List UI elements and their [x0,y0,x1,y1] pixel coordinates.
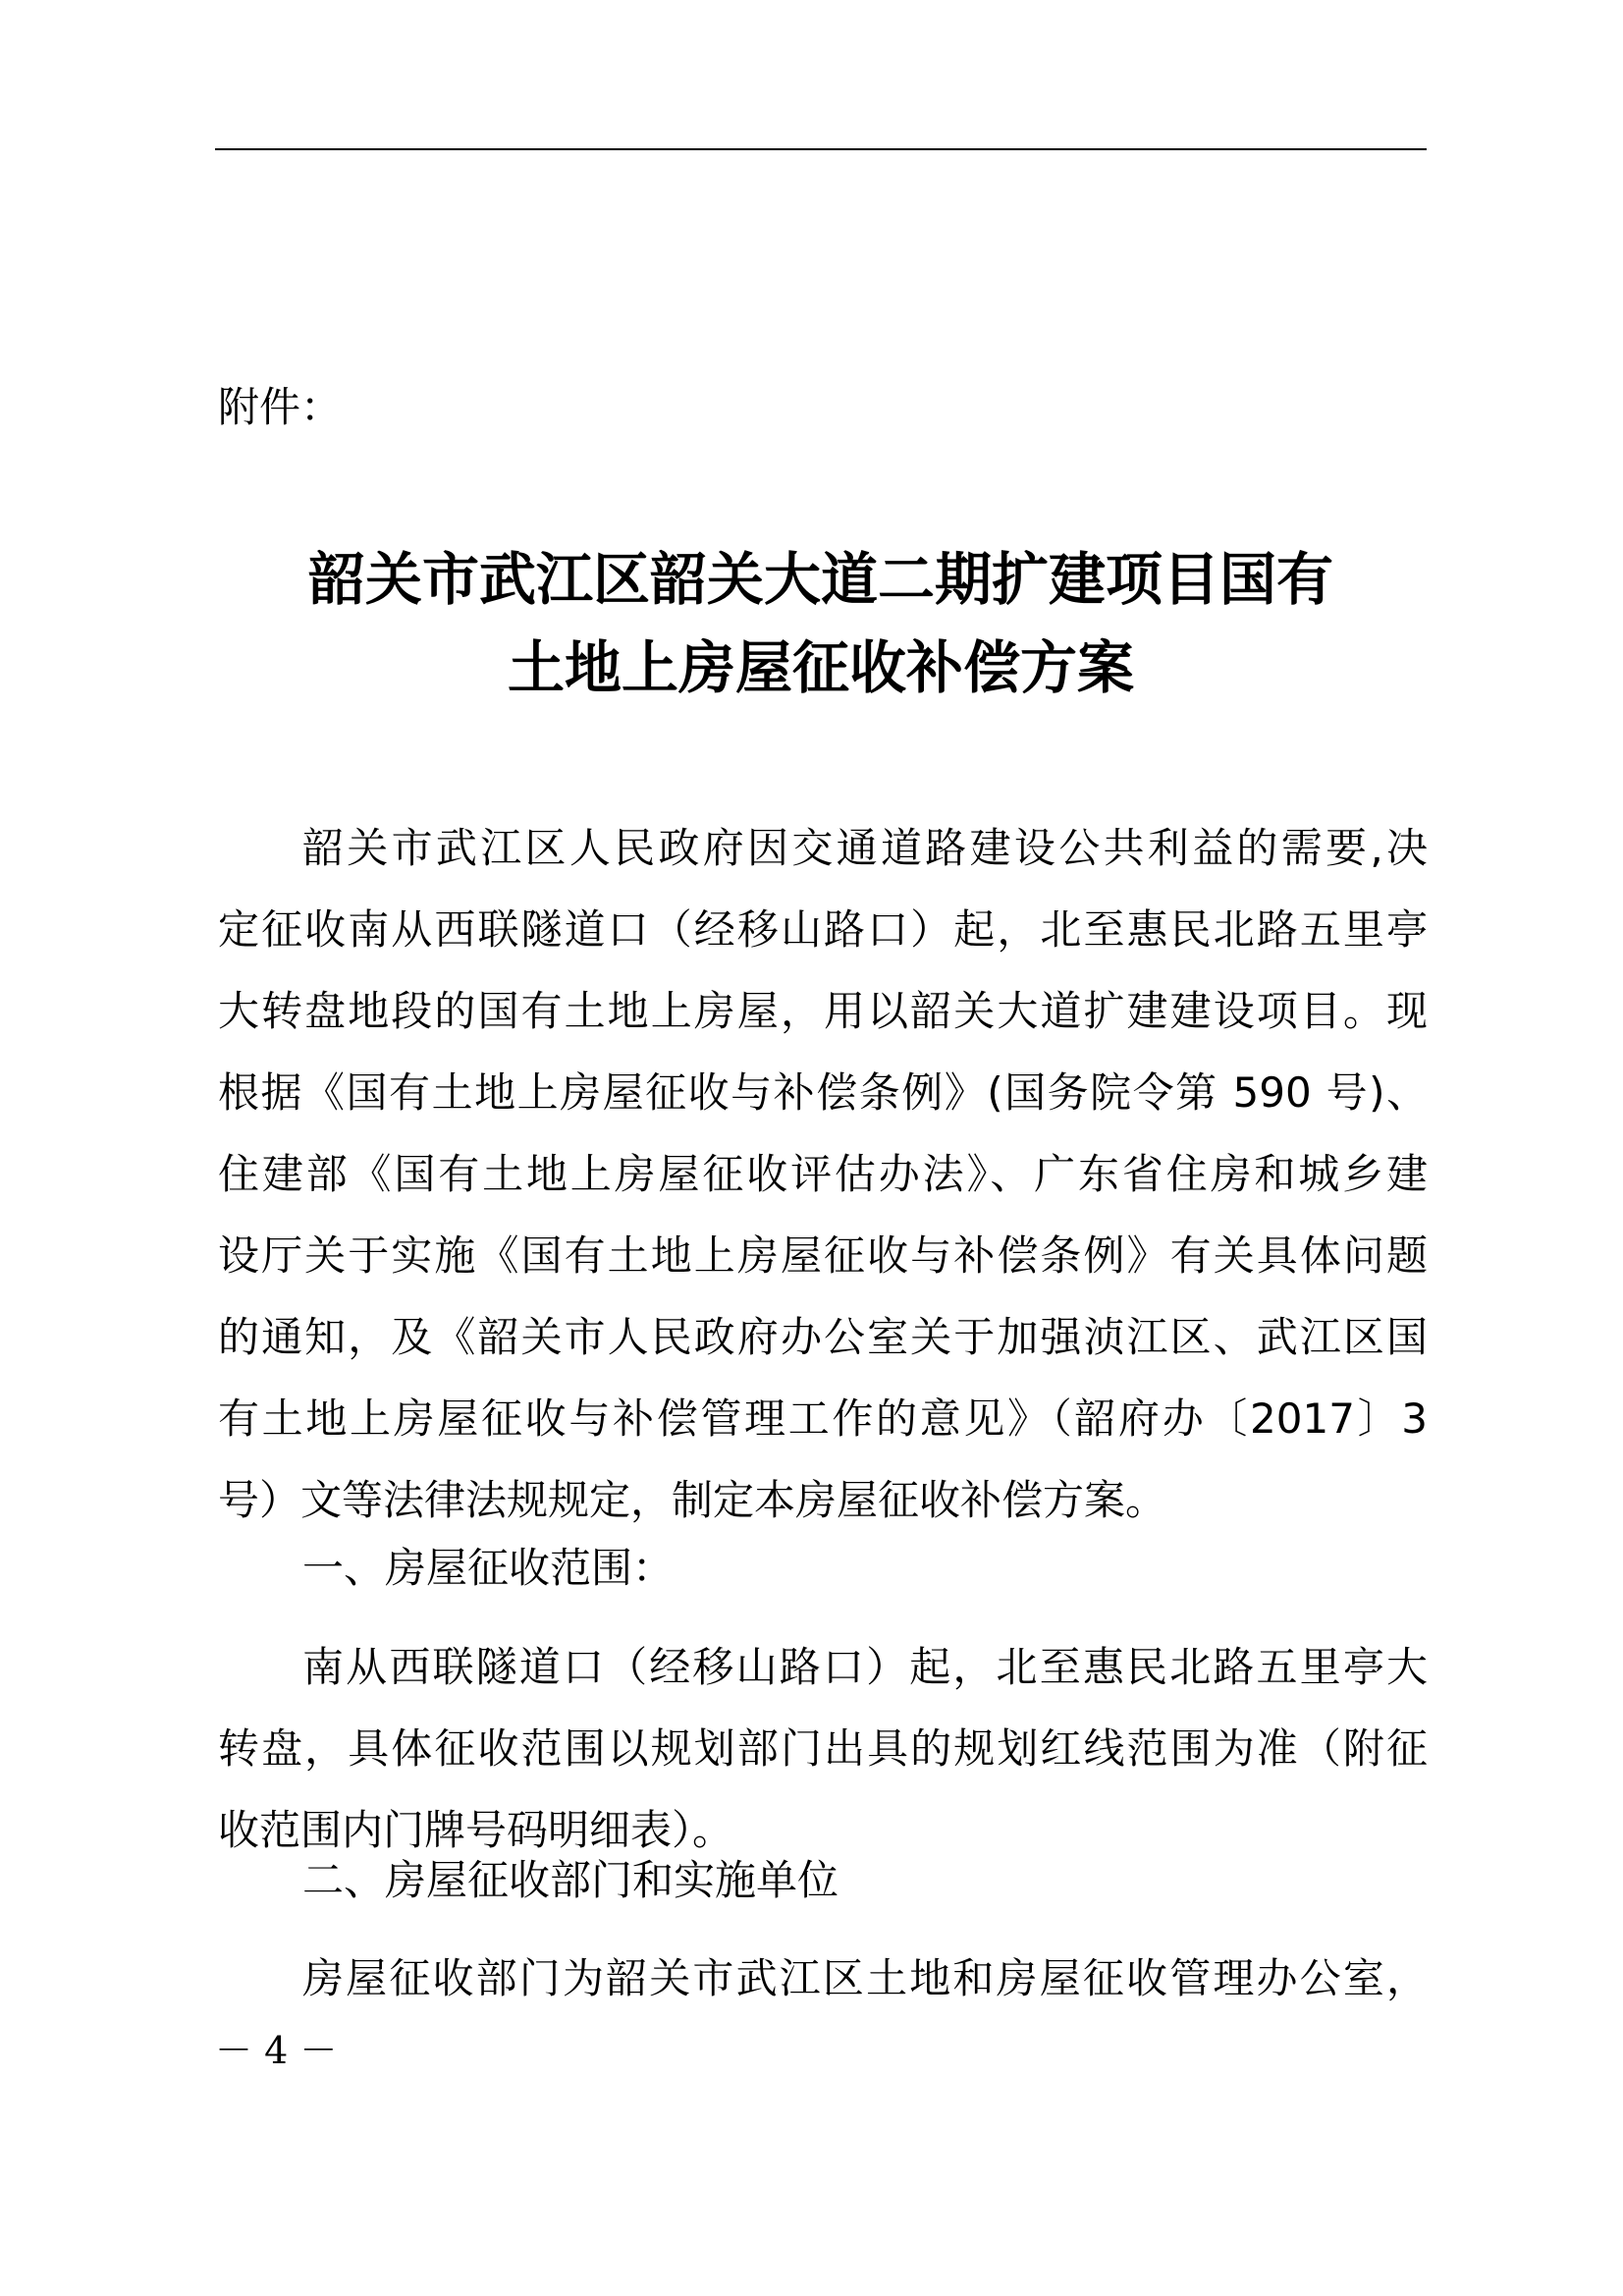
paragraph-line: 定征收南从西联隧道口（经移山路口）起，北至惠民北路五里亭 [218,905,1428,954]
paragraph-line: 南从西联隧道口（经移山路口）起，北至惠民北路五里亭大 [302,1643,1428,1691]
paragraph-line: 大转盘地段的国有土地上房屋，用以韶关大道扩建建设项目。现 [218,987,1428,1035]
document-title-line-1: 韶关市武江区韶关大道二期扩建项目国有 [307,546,1333,613]
section-1-paragraph [218,1626,1428,1871]
section-1-heading: 一、房屋征收范围： [302,1544,675,1592]
paragraph-line: 设厅关于实施《国有土地上房屋征收与补偿条例》有关具体问题 [218,1231,1428,1280]
paragraph-line: 收范围内门牌号码明细表）。 [218,1806,734,1854]
paragraph-line: 的通知，及《韶关市人民政府办公室关于加强浈江区、武江区国 [218,1313,1428,1361]
header-rule [215,148,1427,150]
page-number: － 4 － [215,2029,338,2072]
section-2-heading: 二、房屋征收部门和实施单位 [302,1856,839,1904]
attachment-label: 附件： [218,383,343,431]
paragraph-line: 韶关市武江区人民政府因交通道路建设公共利益的需要,决 [302,824,1428,872]
paragraph-line: 根据《国有土地上房屋征收与补偿条例》(国务院令第 590 号)、 [218,1068,1428,1117]
intro-paragraph [218,807,1428,1541]
document-title-line-2: 土地上房屋征收补偿方案 [507,634,1134,701]
paragraph-line: 住建部《国有土地上房屋征收评估办法》、广东省住房和城乡建 [218,1150,1428,1198]
paragraph-line: 转盘，具体征收范围以规划部门出具的规划红线范围为准（附征 [218,1724,1428,1773]
paragraph-line: 有土地上房屋征收与补偿管理工作的意见》（韶府办〔2017〕3 [218,1394,1428,1443]
paragraph-line: 房屋征收部门为韶关市武江区土地和房屋征收管理办公室， [302,1954,1428,2002]
section-2-paragraph [218,1938,1428,2019]
paragraph-line: 号）文等法律法规规定，制定本房屋征收补偿方案。 [218,1476,1167,1524]
